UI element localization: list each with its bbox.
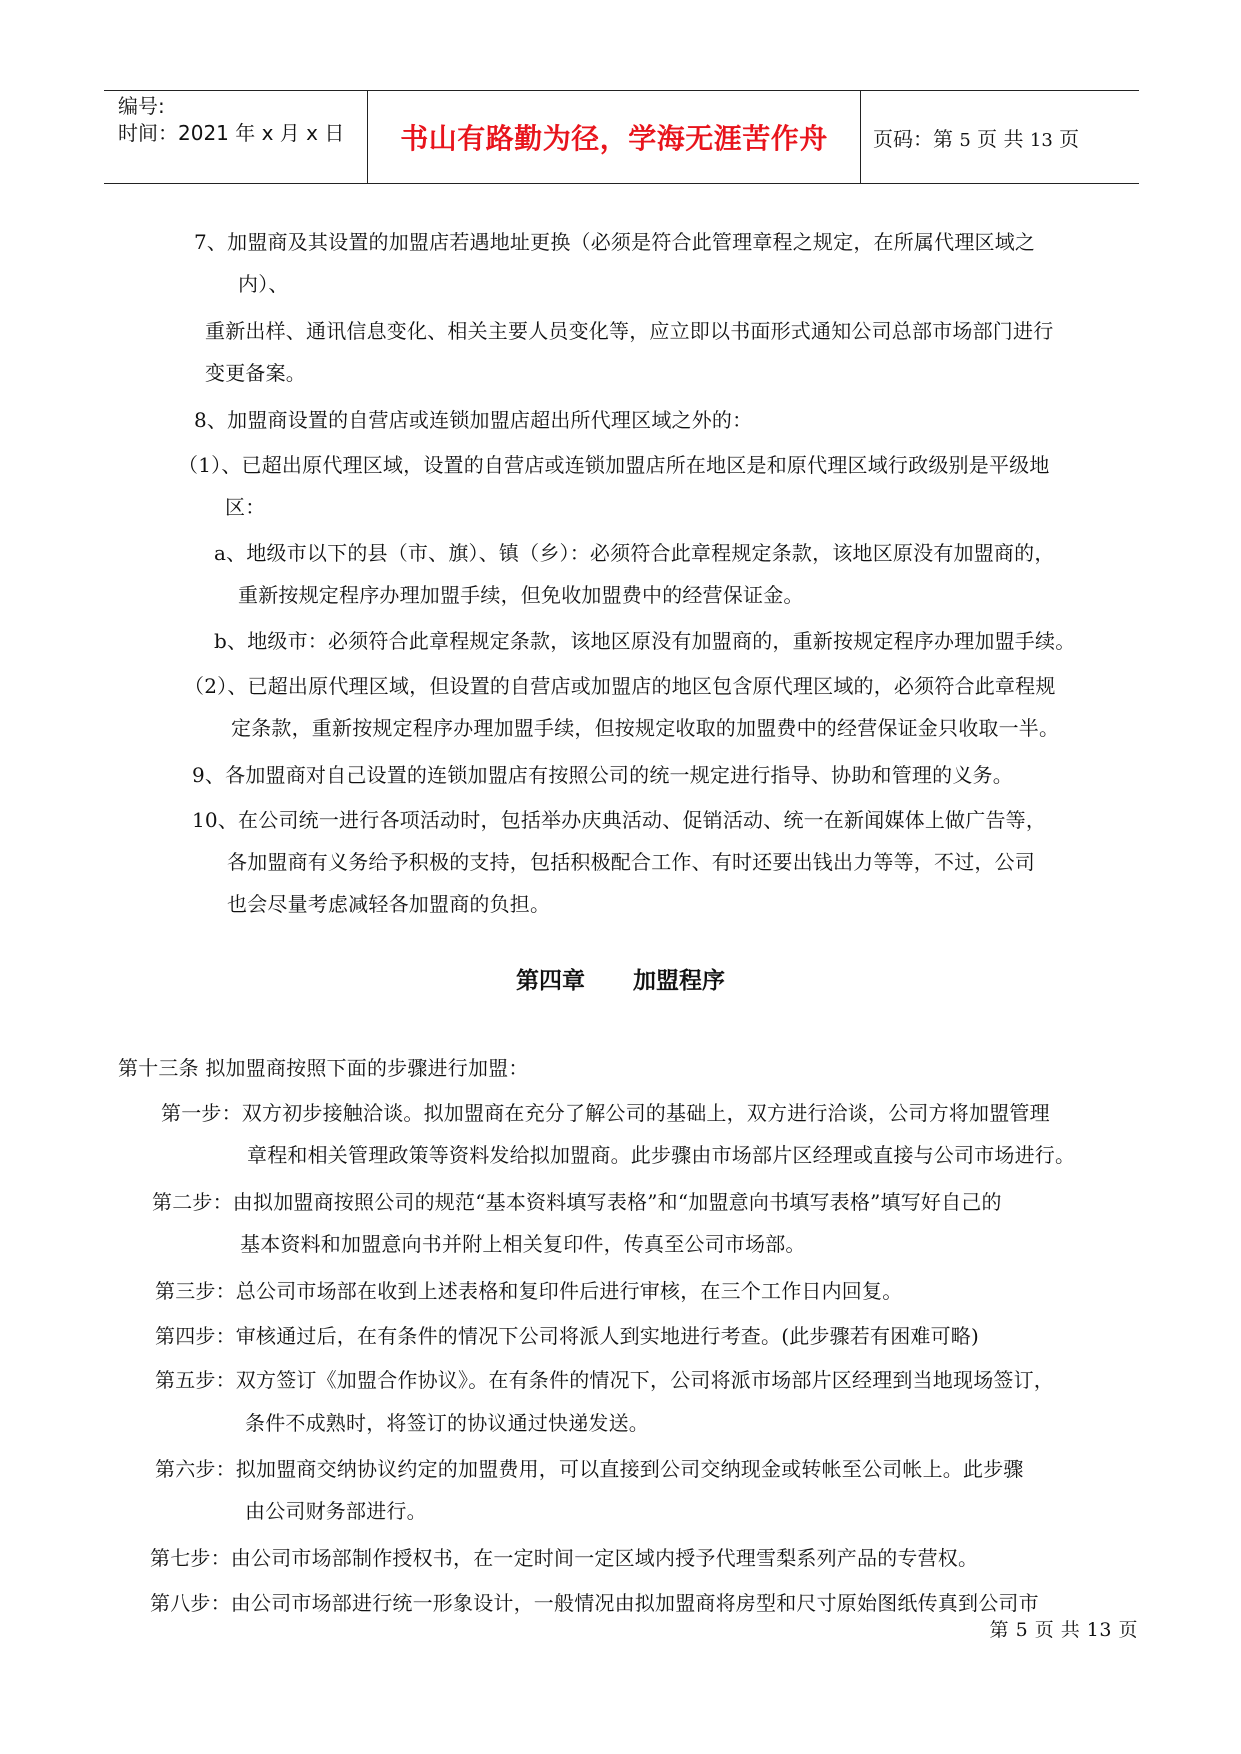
body-line: a、地级市以下的县（市、旗）、镇（乡）：必须符合此章程规定条款，该地区原没有加盟商的，: [214, 541, 1055, 565]
header-table: [104, 90, 1139, 184]
body-line: 各加盟商有义务给予积极的支持，包括积极配合工作、有时还要出钱出力等等，不过，公司: [227, 850, 1035, 874]
body-line: 重新按规定程序办理加盟手续，但免收加盟费中的经营保证金。: [238, 583, 804, 607]
article-line: 第十三条 拟加盟商按照下面的步骤进行加盟：: [118, 1056, 529, 1080]
body-line: （1）、已超出原代理区域，设置的自营店或连锁加盟店所在地区是和原代理区域行政级别是平级地: [178, 453, 1050, 477]
body-line: 变更备案。: [205, 361, 306, 385]
body-line: 8、加盟商设置的自营店或连锁加盟店超出所代理区域之外的：: [194, 408, 753, 432]
page-footer: 第 5 页 共 13 页: [989, 1619, 1138, 1641]
header-right-cell: [861, 91, 1139, 183]
body-line: 内）、: [238, 272, 289, 296]
page-code-prefix: 页码：第: [873, 126, 953, 151]
body-line: b、地级市：必须符合此章程规定条款，该地区原没有加盟商的，重新按规定程序办理加盟手续。: [214, 629, 1076, 653]
page-code-current: 5: [959, 129, 971, 151]
body-line: 10、在公司统一进行各项活动时，包括举办庆典活动、促销活动、统一在新闻媒体上做广告等，: [192, 808, 1047, 832]
body-line: 7、加盟商及其设置的加盟店若遇地址更换（必须是符合此管理章程之规定，在所属代理区域之: [194, 230, 1036, 254]
article-line: 第一步：双方初步接触洽谈。拟加盟商在充分了解公司的基础上，双方进行洽谈，公司方将加盟管理: [161, 1101, 1050, 1125]
document-time-label: 时间：2021 年 x 月 x 日: [118, 121, 345, 145]
article-line: 第三步：总公司市场部在收到上述表格和复印件后进行审核，在三个工作日内回复。: [155, 1279, 903, 1303]
article-line: 第四步：审核通过后，在有条件的情况下公司将派人到实地进行考查。(此步骤若有困难可略): [155, 1324, 980, 1348]
article-line: 基本资料和加盟意向书并附上相关复印件，传真至公司市场部。: [240, 1232, 806, 1256]
header-left-cell: [104, 91, 368, 183]
page-code-suffix: 页: [1059, 126, 1080, 151]
page-code-total: 13: [1029, 129, 1053, 151]
header-page-code: [873, 123, 1079, 152]
body-line: 定条款，重新按规定程序办理加盟手续，但按规定收取的加盟费中的经营保证金只收取一半。: [231, 716, 1060, 740]
article-line: 由公司财务部进行。: [245, 1499, 427, 1523]
header-middle-cell: [368, 91, 861, 183]
body-line: 也会尽量考虑减轻各加盟商的负担。: [227, 892, 551, 916]
article-line: 第八步：由公司市场部进行统一形象设计，一般情况由拟加盟商将房型和尺寸原始图纸传真到公司市: [150, 1591, 1039, 1615]
article-line: 第五步：双方签订《加盟合作协议》。在有条件的情况下，公司将派市场部片区经理到当地现场签订，: [155, 1368, 1054, 1392]
body-line: 重新出样、通讯信息变化、相关主要人员变化等，应立即以书面形式通知公司总部市场部门进行: [205, 319, 1054, 343]
document-number-label: 编号:: [118, 94, 165, 118]
body-line: （2）、已超出原代理区域，但设置的自营店或加盟店的地区包含原代理区域的，必须符合此章程规: [184, 674, 1056, 698]
article-line: 第六步：拟加盟商交纳协议约定的加盟费用，可以直接到公司交纳现金或转帐至公司帐上。此步骤: [155, 1457, 1024, 1481]
article-line: 第七步：由公司市场部制作授权书，在一定时间一定区域内授予代理雪梨系列产品的专营权。: [150, 1546, 979, 1570]
header-motto: 书山有路勤为径，学海无涯苦作舟: [400, 122, 828, 155]
article-line: 章程和相关管理政策等资料发给拟加盟商。此步骤由市场部片区经理或直接与公司市场进行。: [247, 1143, 1076, 1167]
page-code-mid: 页 共: [977, 126, 1024, 151]
article-line: 第二步：由拟加盟商按照公司的规范“基本资料填写表格”和“加盟意向书填写表格”填写好自己的: [152, 1190, 1002, 1214]
article-line: 条件不成熟时，将签订的协议通过快递发送。: [245, 1411, 649, 1435]
chapter-title: 第四章 加盟程序: [515, 968, 726, 994]
body-line: 区：: [225, 495, 266, 519]
body-line: 9、各加盟商对自己设置的连锁加盟店有按照公司的统一规定进行指导、协助和管理的义务。: [192, 763, 1013, 787]
